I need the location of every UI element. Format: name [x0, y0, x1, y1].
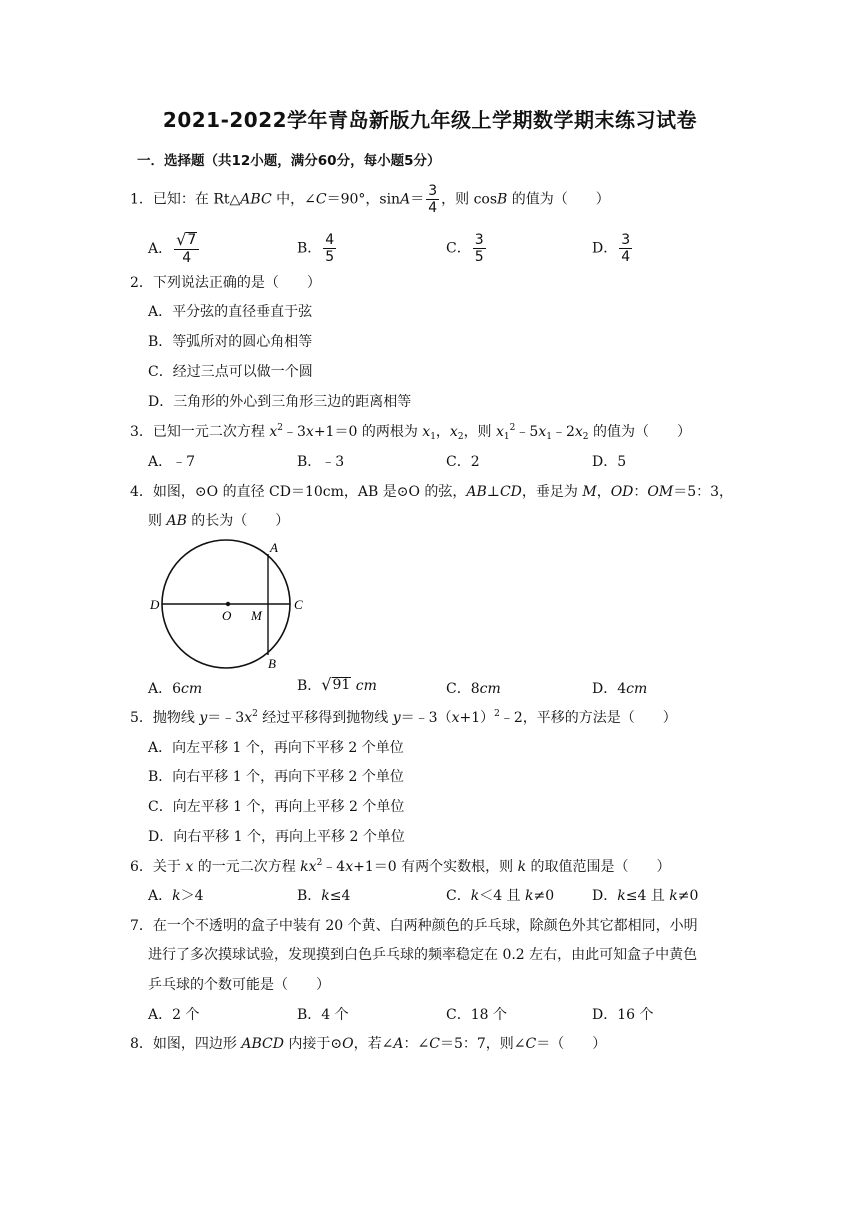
- fraction-denominator: 5: [474, 249, 484, 265]
- option-unit: cm: [355, 678, 377, 694]
- q3-text: x: [538, 424, 547, 440]
- q4-text: ⊥: [486, 484, 500, 500]
- fraction-numerator: 3: [474, 232, 484, 248]
- q3-text: x: [449, 424, 458, 440]
- q6-text: 2: [316, 858, 323, 868]
- q3-text: ，则: [463, 424, 497, 440]
- q3-text: x: [422, 424, 431, 440]
- section-heading: 一．选择题（共12小题，满分60分，每小题5分）: [137, 153, 441, 169]
- option-value: 4: [617, 681, 627, 697]
- option-var: k: [525, 888, 534, 904]
- question-4-stem-line2: [148, 512, 289, 530]
- q8-text: C: [429, 1036, 440, 1052]
- q5-text: ﹣2，平移的方法是（ ）: [499, 710, 677, 726]
- q5-text: x: [244, 710, 253, 726]
- q3-text: 2: [582, 432, 589, 442]
- q4-text: 4．如图，⊙O 的直径 CD＝10cm，AB 是⊙O 的弦，: [130, 484, 467, 500]
- question-7-line1: 7．在一个不透明的盒子中装有 20 个黄、白两种颜色的乒乓球，除颜色外其它都相同，小明: [130, 918, 698, 934]
- q5-text: 2: [252, 709, 258, 719]
- q3-text: ，: [435, 424, 450, 440]
- q6-text: k: [517, 859, 527, 875]
- q1-option-b: [297, 232, 338, 265]
- option-var: k: [321, 888, 330, 904]
- circle-diagram: [144, 538, 314, 672]
- q6-text: ﹣4: [322, 859, 346, 875]
- q7-option-c: C．18 个: [446, 1007, 507, 1023]
- radicand: 91: [332, 677, 351, 693]
- q1-text: ，则 cos: [441, 191, 498, 208]
- q3-text: 的值为（ ）: [588, 424, 691, 440]
- q1-option-c: [446, 232, 488, 265]
- q1-text: 中，∠: [271, 191, 316, 208]
- option-label: A．: [148, 681, 173, 697]
- option-var: k: [172, 888, 181, 904]
- option-label: D．: [592, 240, 618, 257]
- q6-text: x: [185, 859, 194, 875]
- option-text: ＞4: [180, 888, 204, 904]
- q4-text: OD: [610, 484, 634, 500]
- fraction-numerator: 3: [428, 183, 438, 199]
- q6-text: 的一元二次方程: [193, 859, 301, 875]
- page-title: 2021-2022学年青岛新版九年级上学期数学期末练习试卷: [162, 108, 698, 132]
- q3-text: x: [574, 424, 583, 440]
- question-2-stem: 2．下列说法正确的是（ ）: [130, 275, 321, 291]
- option-text: ≤4 且: [625, 888, 670, 904]
- q4-text: M: [582, 484, 597, 500]
- q3-text: x: [269, 424, 278, 440]
- option-unit: cm: [626, 681, 648, 697]
- q4-text: ，: [596, 484, 611, 500]
- option-var: k: [617, 888, 626, 904]
- q8-text: 内接于⊙: [283, 1036, 343, 1052]
- option-label: B．: [297, 888, 322, 904]
- q3-option-b: B．﹣3: [297, 454, 345, 470]
- q3-text: 2: [277, 423, 283, 433]
- label-c: C: [294, 597, 303, 612]
- q7-option-d: D．16 个: [592, 1007, 654, 1023]
- sqrt-symbol: [176, 232, 197, 248]
- option-value: 6: [172, 681, 182, 697]
- q8-text: ：∠: [403, 1036, 430, 1052]
- q5-text: y: [392, 710, 401, 726]
- q4-text: ：: [633, 484, 648, 500]
- q4-text: 则: [148, 513, 167, 529]
- option-label: A．: [148, 888, 173, 904]
- question-4-stem-line1: [130, 483, 733, 501]
- question-5-stem: [130, 709, 677, 727]
- q1-text: ABC: [240, 191, 272, 208]
- q4-option-c: [446, 680, 501, 698]
- radical-sign: √: [321, 675, 332, 694]
- q3-option-c: C．2: [446, 454, 480, 470]
- q6-text: +1＝0 有两个实数根，则: [353, 859, 518, 875]
- q4-text: ，垂足为: [521, 484, 583, 500]
- option-label: B．: [297, 678, 322, 694]
- question-6-stem: [130, 858, 671, 876]
- option-text: ＜4 且: [479, 888, 526, 904]
- option-value: 8: [470, 681, 480, 697]
- option-text: ≠0: [533, 888, 555, 904]
- label-d: D: [150, 597, 160, 612]
- option-text: ≤4: [329, 888, 351, 904]
- q8-text: ＝（ ）: [536, 1036, 607, 1052]
- q4-text: CD: [499, 484, 522, 500]
- q5-text: y: [199, 710, 208, 726]
- q1-text: 的值为（ ）: [507, 191, 610, 208]
- q2-option-b: B．等弧所对的圆心角相等: [148, 334, 313, 350]
- q3-text: x: [305, 424, 314, 440]
- option-label: A．: [148, 241, 173, 257]
- q1-fraction: [426, 183, 439, 216]
- q3-text: 1: [503, 432, 510, 442]
- option-label: D．: [592, 681, 618, 697]
- q1-text: A: [400, 191, 411, 208]
- q3-text: 1: [430, 432, 436, 442]
- q4-text: OM: [647, 484, 674, 500]
- radicand: 7: [187, 232, 197, 248]
- q4-option-d: [592, 680, 647, 698]
- q3-option-d: D．5: [592, 454, 627, 470]
- option-label: C．: [446, 240, 471, 257]
- q6-option-c: [446, 887, 554, 905]
- q5-text: 2: [494, 709, 500, 719]
- radical-sign: √: [176, 230, 187, 249]
- q1-text: ＝: [410, 191, 425, 208]
- q8-text: ，若∠: [353, 1036, 394, 1052]
- question-8-stem: [130, 1035, 606, 1053]
- q5-text: +1）: [459, 710, 495, 726]
- label-o: O: [222, 608, 232, 623]
- question-7-line2: 进行了多次摸球试验，发现摸到白色乒乓球的频率稳定在 0.2 左右，由此可知盒子中黄色: [148, 947, 698, 963]
- option-unit: cm: [479, 681, 501, 697]
- q6-option-d: [592, 887, 698, 905]
- option-label: B．: [297, 240, 322, 257]
- q8-text: C: [525, 1036, 537, 1052]
- label-a: A: [270, 540, 278, 555]
- q4-text: ＝5：3，: [673, 484, 734, 500]
- option-var: k: [470, 888, 480, 904]
- q1-text: B: [497, 191, 508, 208]
- option-text: ≠0: [677, 888, 699, 904]
- option-var: k: [669, 888, 678, 904]
- option-label: D．: [592, 888, 618, 904]
- q8-text: ABCD: [241, 1036, 284, 1052]
- q8-text: 8．如图，四边形: [130, 1036, 242, 1052]
- option-unit: cm: [181, 681, 203, 697]
- q3-text: ﹣3: [283, 424, 306, 440]
- q1-option-d-fraction: [619, 232, 632, 265]
- q3-text: 2: [457, 432, 464, 442]
- center-point: [226, 602, 230, 606]
- sqrt-symbol: [321, 677, 351, 693]
- label-b: B: [268, 656, 276, 671]
- q7-option-b: B．4 个: [297, 1007, 349, 1023]
- q3-text: 3．已知一元二次方程: [130, 424, 270, 440]
- q5-text: ＝﹣3（: [400, 710, 452, 726]
- q5-option-d: D．向右平移 1 个，再向上平移 2 个单位: [148, 829, 405, 845]
- q2-option-c: C．经过三点可以做一个圆: [148, 364, 313, 380]
- option-label: C．: [446, 681, 471, 697]
- q5-option-b: B．向右平移 1 个，再向下平移 2 个单位: [148, 769, 404, 785]
- q3-text: 1: [546, 432, 552, 442]
- q6-text: kx: [300, 859, 317, 875]
- q8-text: A: [393, 1036, 404, 1052]
- q4-text: AB: [466, 484, 487, 500]
- label-m: M: [251, 608, 262, 623]
- q4-text: AB: [166, 513, 187, 529]
- q5-text: x: [451, 710, 460, 726]
- q5-option-a: A．向左平移 1 个，再向下平移 2 个单位: [148, 740, 404, 756]
- fraction-denominator: 4: [428, 200, 438, 216]
- q1-text: C: [315, 191, 327, 208]
- q3-text: ﹣5: [515, 424, 539, 440]
- q1-text: ＝90°，sin: [326, 191, 401, 208]
- q5-text: ＝﹣3: [207, 710, 245, 726]
- q3-text: +1＝0 的两根为: [313, 424, 423, 440]
- q1-option-b-fraction: [323, 232, 336, 265]
- q6-text: 的取值范围是（ ）: [526, 859, 671, 875]
- q4-option-a: [148, 680, 202, 698]
- q4-text: 的长为（ ）: [186, 513, 290, 529]
- q6-option-a: [148, 887, 204, 905]
- q3-text: ﹣2: [551, 424, 575, 440]
- q1-option-a-fraction: [174, 232, 199, 266]
- q3-option-a: A．﹣7: [148, 454, 196, 470]
- q8-text: O: [342, 1036, 354, 1052]
- fraction-numerator: 3: [621, 232, 631, 248]
- q6-option-b: [297, 887, 350, 905]
- q8-text: ＝5：7，则∠: [439, 1036, 526, 1052]
- q1-option-a: [148, 232, 201, 266]
- q3-text: 2: [509, 423, 516, 433]
- q1-option-d: [592, 232, 634, 265]
- fraction-denominator: 5: [325, 249, 335, 265]
- q3-text: x: [496, 424, 504, 440]
- q4-option-b: [297, 677, 377, 695]
- question-7-line3: 乒乓球的个数可能是（ ）: [148, 977, 330, 993]
- option-label: C．: [446, 888, 471, 904]
- q1-text: 1．已知：在 Rt△: [130, 191, 241, 208]
- q5-text: 经过平移得到抛物线: [257, 710, 393, 726]
- q1-option-c-fraction: [473, 232, 486, 265]
- fraction-numerator: [174, 232, 199, 250]
- question-3-stem: [130, 423, 691, 441]
- question-1-stem: [130, 183, 610, 216]
- q6-text: x: [345, 859, 354, 875]
- q5-option-c: C．向左平移 1 个，再向上平移 2 个单位: [148, 799, 405, 815]
- fraction-denominator: 4: [182, 250, 192, 266]
- q2-option-a: A．平分弦的直径垂直于弦: [148, 304, 313, 320]
- fraction-denominator: 4: [621, 249, 631, 265]
- q2-option-d: D．三角形的外心到三角形三边的距离相等: [148, 394, 412, 410]
- q5-text: 5．抛物线: [130, 710, 200, 726]
- q7-option-a: A．2 个: [148, 1007, 200, 1023]
- q6-text: 6．关于: [130, 859, 186, 875]
- fraction-numerator: 4: [325, 232, 335, 248]
